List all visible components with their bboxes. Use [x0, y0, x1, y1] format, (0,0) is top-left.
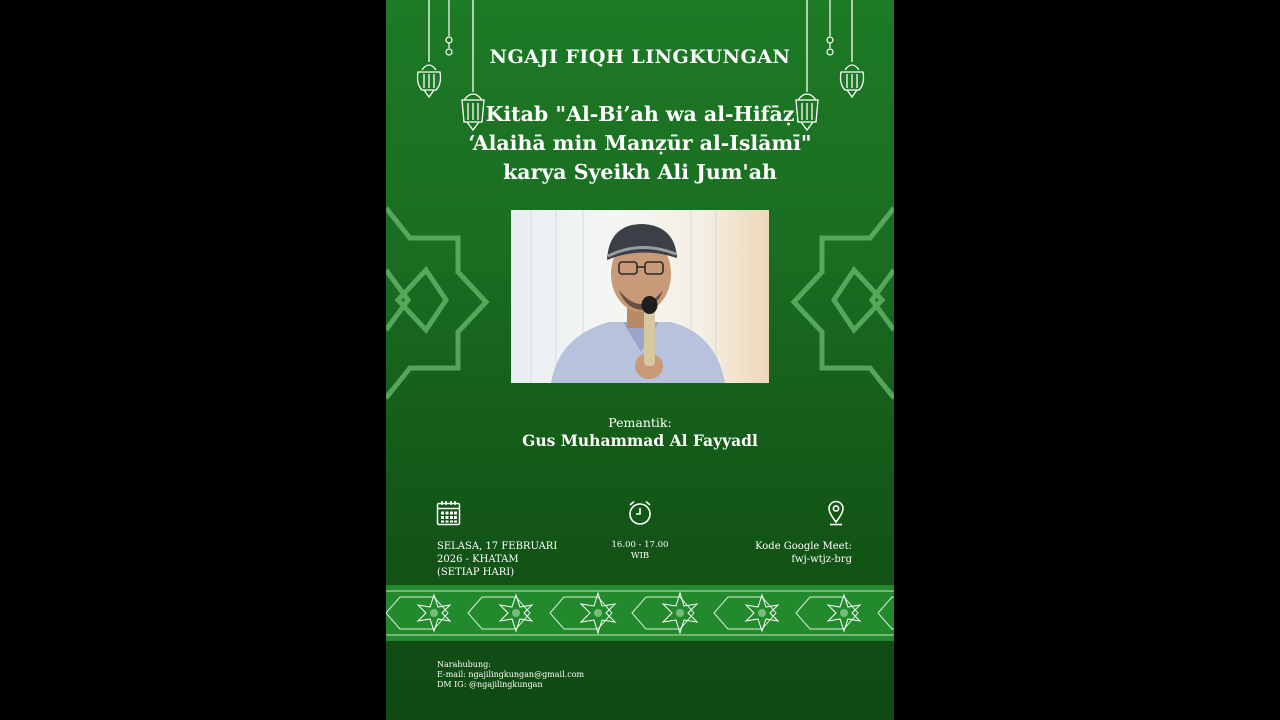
alarm-clock-icon	[628, 500, 652, 526]
date-line: 2026 - KHATAM	[437, 554, 519, 565]
location-line: Kode Google Meet:	[755, 541, 852, 552]
book-title	[386, 100, 894, 187]
date-line: SELASA, 17 FEBRUARI	[437, 541, 558, 552]
time-line: WIB	[630, 551, 650, 561]
location-line: fwj-wtjz-brg	[791, 554, 852, 565]
speaker-portrait	[511, 210, 769, 383]
star-pattern-band	[386, 585, 894, 641]
calendar-icon	[436, 500, 461, 526]
book-title-line: Kitab "Al-Bi’ah wa al-Hifāẓ	[485, 102, 795, 126]
geometric-ornament-left	[386, 200, 490, 410]
contact-email: E-mail: ngajilingkungan@gmail.com	[437, 670, 585, 679]
speaker-label: Pemantik:	[608, 415, 672, 430]
meeting-code	[732, 540, 852, 566]
event-poster	[386, 0, 894, 720]
speaker-photo	[511, 210, 769, 383]
book-title-line: karya Syeikh Ali Jum'ah	[503, 160, 777, 184]
contact-info	[437, 660, 584, 690]
date-line: (SETIAP HARI)	[437, 567, 515, 578]
contact-instagram: DM IG: @ngajilingkungan	[437, 680, 543, 689]
contact-heading: Narahubung:	[437, 660, 491, 669]
speaker-name: Gus Muhammad Al Fayyadl	[522, 431, 758, 450]
event-date	[437, 540, 557, 579]
event-time	[590, 540, 690, 562]
map-pin-icon	[827, 500, 845, 526]
time-line: 16.00 - 17.00	[611, 540, 669, 550]
geometric-ornament-right	[790, 200, 894, 410]
series-title: NGAJI FIQH LINGKUNGAN	[489, 46, 791, 68]
book-title-line: ‘Alaihā min Manẓūr al-Islāmī"	[468, 131, 812, 155]
